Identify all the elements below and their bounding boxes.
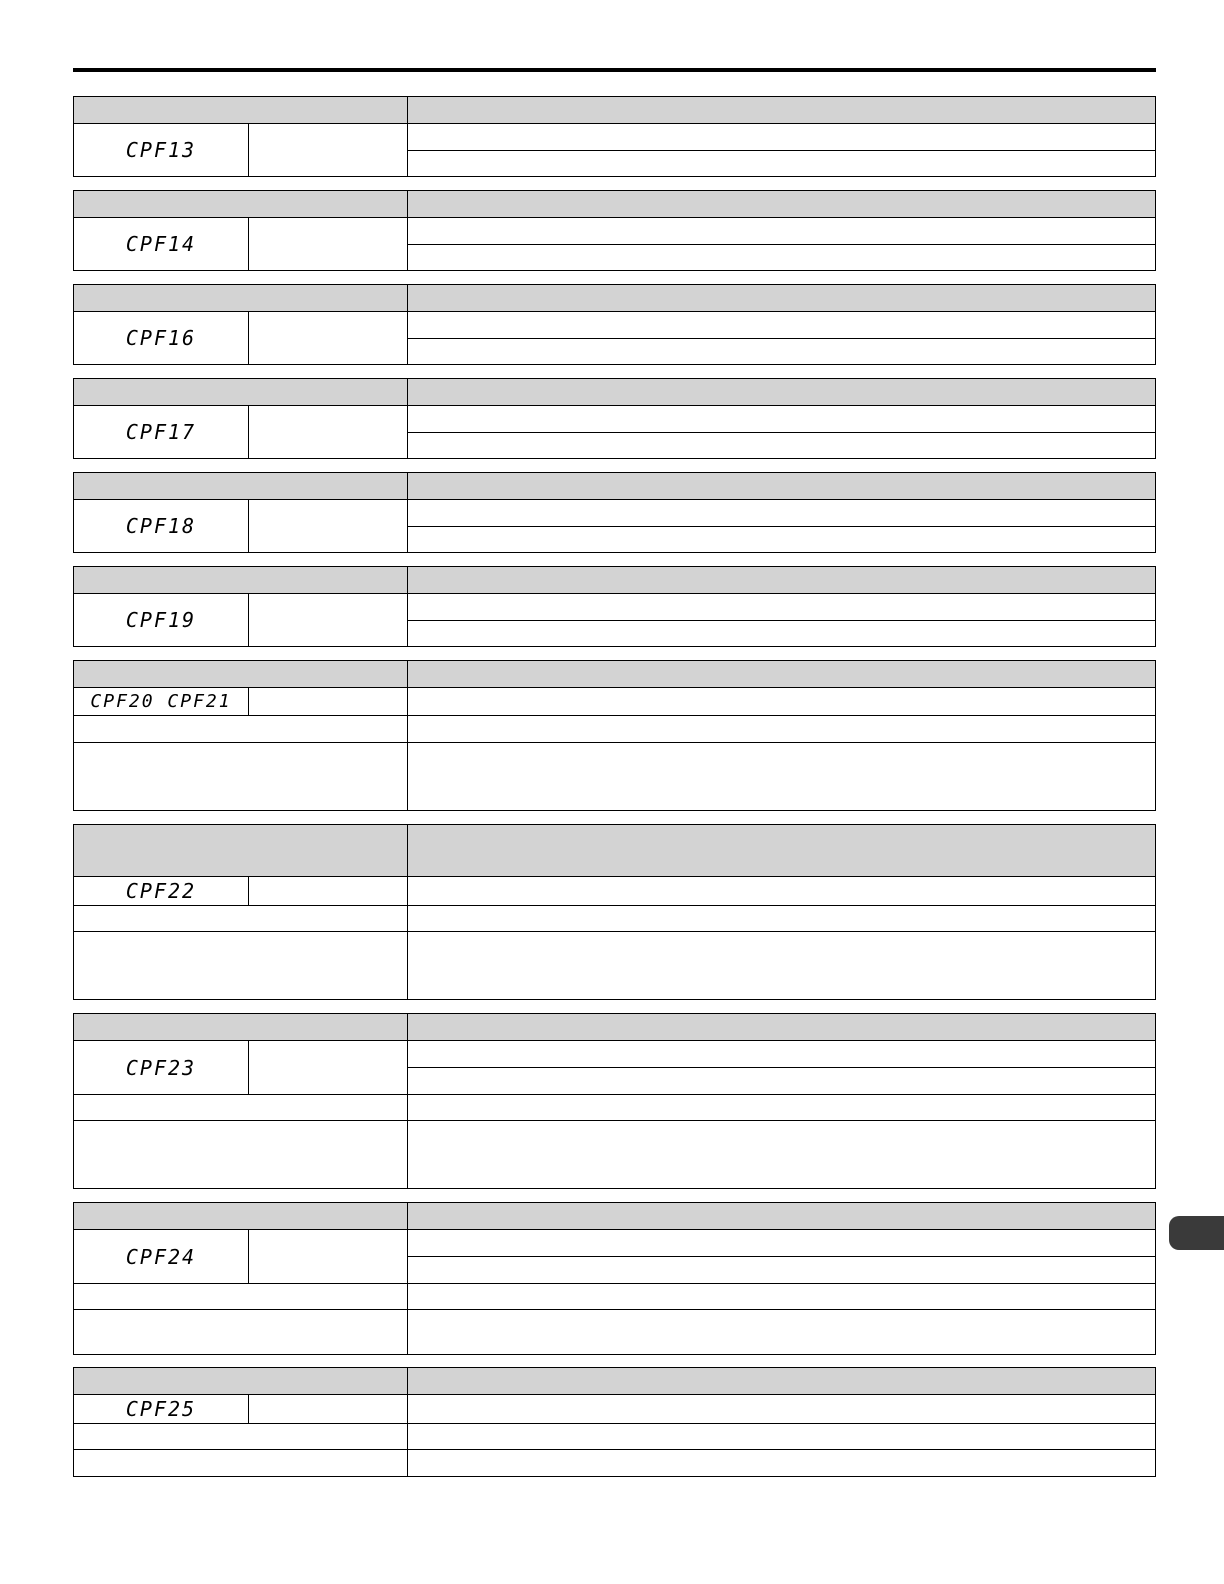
column-divider <box>407 473 408 552</box>
column-divider <box>248 1230 249 1283</box>
table-row <box>74 1094 1155 1095</box>
fault-code: CPF22 <box>125 879 197 903</box>
column-divider <box>407 191 408 270</box>
table-row <box>74 742 1155 743</box>
column-divider <box>248 688 249 715</box>
fault-table-cpf18 <box>73 472 1156 553</box>
fault-table-cpf20-cpf21 <box>73 660 1156 811</box>
top-rule <box>73 68 1156 72</box>
table-row <box>407 1067 1155 1068</box>
fault-table-cpf23 <box>73 1013 1156 1189</box>
table-row <box>74 1283 1155 1284</box>
fault-code: CPF13 <box>125 138 197 162</box>
chapter-tab <box>1169 1216 1224 1250</box>
table-row <box>74 1309 1155 1310</box>
table-header <box>74 1368 1155 1395</box>
table-row <box>407 526 1155 527</box>
fault-code: CPF25 <box>125 1397 197 1421</box>
column-divider <box>248 124 249 176</box>
fault-table-cpf16 <box>73 284 1156 365</box>
column-divider <box>248 594 249 646</box>
table-header <box>74 191 1155 218</box>
table-row <box>74 931 1155 932</box>
fault-table-cpf19 <box>73 566 1156 647</box>
table-header <box>74 1014 1155 1041</box>
table-row <box>407 338 1155 339</box>
column-divider <box>248 877 249 905</box>
fault-table-cpf25 <box>73 1367 1156 1477</box>
table-header <box>74 285 1155 312</box>
table-row <box>407 620 1155 621</box>
table-header <box>74 473 1155 500</box>
table-row <box>74 1423 1155 1424</box>
fault-table-cpf13 <box>73 96 1156 177</box>
column-divider <box>248 312 249 364</box>
fault-table-cpf22 <box>73 824 1156 1000</box>
fault-code: CPF14 <box>125 232 197 256</box>
fault-table-cpf24 <box>73 1202 1156 1355</box>
fault-table-cpf14 <box>73 190 1156 271</box>
column-divider <box>407 567 408 646</box>
fault-table-cpf17 <box>73 378 1156 459</box>
column-divider <box>407 379 408 458</box>
column-divider <box>407 1368 408 1476</box>
table-row <box>74 905 1155 906</box>
table-row <box>407 244 1155 245</box>
fault-code: CPF19 <box>125 608 197 632</box>
column-divider <box>407 661 408 810</box>
column-divider <box>407 1014 408 1188</box>
fault-code: CPF24 <box>125 1244 197 1269</box>
table-header <box>74 661 1155 688</box>
column-divider <box>407 1203 408 1354</box>
fault-code: CPF20 CPF21 <box>90 691 232 712</box>
table-header <box>74 825 1155 877</box>
column-divider <box>407 97 408 176</box>
table-header <box>74 379 1155 406</box>
column-divider <box>248 406 249 458</box>
fault-code: CPF23 <box>125 1055 197 1080</box>
column-divider <box>248 500 249 552</box>
fault-code: CPF16 <box>125 326 197 350</box>
table-row <box>74 715 1155 716</box>
table-header <box>74 567 1155 594</box>
table-row <box>407 150 1155 151</box>
fault-code: CPF17 <box>125 420 197 444</box>
table-row <box>407 432 1155 433</box>
table-header <box>74 97 1155 124</box>
column-divider <box>407 825 408 999</box>
column-divider <box>248 1041 249 1094</box>
table-row <box>74 1120 1155 1121</box>
table-row <box>407 1256 1155 1257</box>
column-divider <box>248 218 249 270</box>
column-divider <box>407 285 408 364</box>
table-header <box>74 1203 1155 1230</box>
fault-code: CPF18 <box>125 514 197 538</box>
table-row <box>74 1449 1155 1450</box>
column-divider <box>248 1395 249 1423</box>
